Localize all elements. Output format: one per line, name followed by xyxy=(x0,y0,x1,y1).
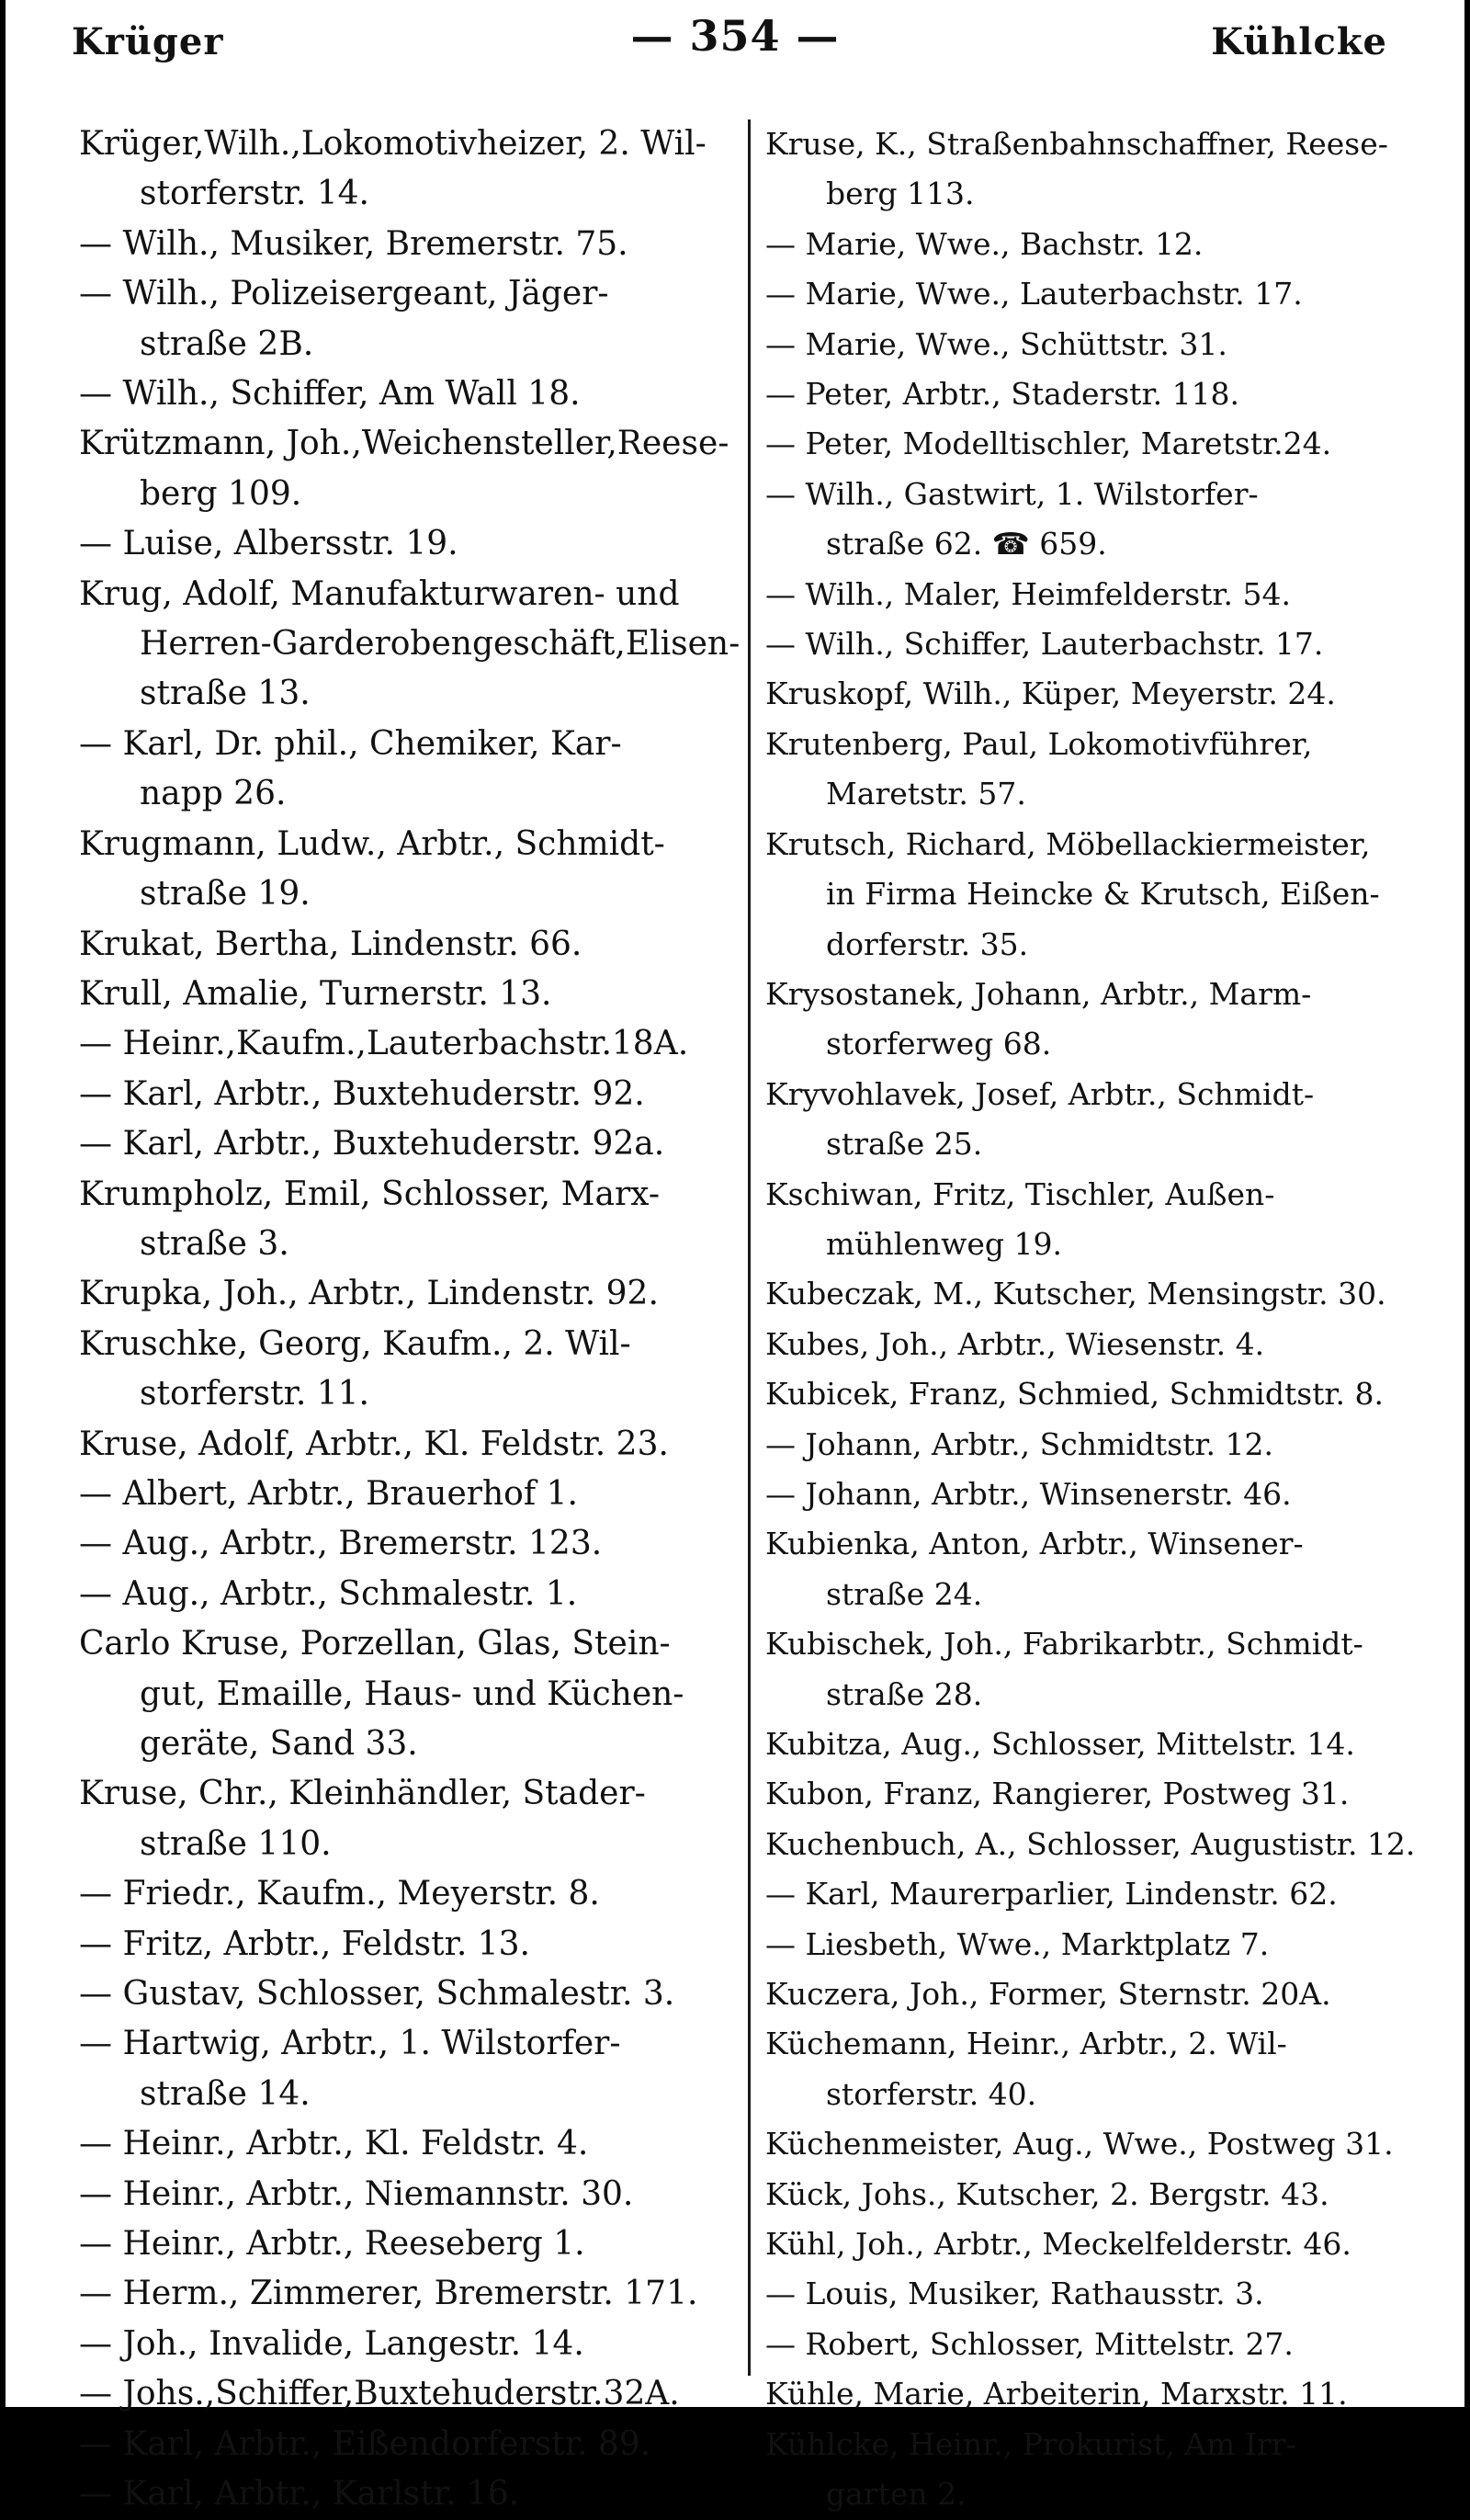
entry-line: — Karl, Arbtr., Buxtehuderstr. 92. xyxy=(79,1074,645,1113)
entry-line: Krukat, Bertha, Lindenstr. 66. xyxy=(79,925,582,963)
directory-entry xyxy=(765,820,1427,970)
entry-line: Kühlcke, Heinr., Prokurist, Am Irr- xyxy=(765,2425,1296,2462)
entry-continuation: napp 26. xyxy=(140,775,287,813)
directory-entry xyxy=(765,1170,1427,1270)
directory-entry xyxy=(79,1619,741,1769)
entry-line: Kruschke, Georg, Kaufm., 2. Wil- xyxy=(79,1324,631,1363)
entry-line: Krupka, Joh., Arbtr., Lindenstr. 92. xyxy=(79,1275,659,1313)
entry-continuation: straße 62. ☎ 659. xyxy=(826,526,1107,562)
directory-entry xyxy=(765,2269,1427,2319)
right-column xyxy=(765,119,1427,2520)
entry-continuation: storferstr. 11. xyxy=(140,1375,369,1413)
directory-entry xyxy=(79,820,741,920)
entry-continuation: storferstr. 40. xyxy=(826,2075,1037,2112)
entry-line: Kuczera, Joh., Former, Sternstr. 20A. xyxy=(765,1976,1331,2013)
directory-entry xyxy=(79,269,741,369)
directory-entry xyxy=(765,720,1427,820)
directory-entry xyxy=(79,1170,741,1270)
entry-line: — Karl, Arbtr., Buxtehuderstr. 92a. xyxy=(79,1125,665,1164)
directory-entry xyxy=(79,720,741,820)
entry-line: — Johs.,Schiffer,Buxtehuderstr.32A. xyxy=(79,2375,680,2413)
entry-line: Krug, Adolf, Manufakturwaren- und xyxy=(79,574,680,613)
entry-line: Krützmann, Joh.,Weichensteller,Reese- xyxy=(79,425,729,463)
entry-line: Kühle, Marie, Arbeiterin, Marxstr. 11. xyxy=(765,2376,1348,2412)
entry-line: Kubienka, Anton, Arbtr., Winsener- xyxy=(765,1526,1304,1562)
directory-entry xyxy=(79,2320,741,2369)
entry-line: — Robert, Schlosser, Mittelstr. 27. xyxy=(765,2325,1294,2362)
directory-entry xyxy=(79,920,741,970)
entry-line: Kühl, Joh., Arbtr., Meckelfelderstr. 46. xyxy=(765,2226,1351,2263)
entry-line: Kryvohlavek, Josef, Arbtr., Schmidt- xyxy=(765,1075,1315,1112)
directory-entry xyxy=(765,2119,1427,2169)
directory-entry xyxy=(765,1070,1427,1170)
directory-entry xyxy=(765,1720,1427,1769)
directory-entry xyxy=(765,1420,1427,1470)
entry-line: — Peter, Arbtr., Staderstr. 118. xyxy=(765,376,1240,413)
directory-entry xyxy=(765,369,1427,419)
entry-line: Krull, Amalie, Turnerstr. 13. xyxy=(79,974,552,1013)
directory-entry xyxy=(79,1420,741,1470)
directory-entry xyxy=(79,2269,741,2319)
entry-continuation: geräte, Sand 33. xyxy=(140,1725,418,1763)
entry-line: — Wilh., Schiffer, Am Wall 18. xyxy=(79,375,581,414)
entry-continuation: in Firma Heincke & Krutsch, Eißen- xyxy=(826,876,1380,913)
entry-line: — Friedr., Kaufm., Meyerstr. 8. xyxy=(79,1875,600,1913)
entry-line: Kruse, Chr., Kleinhändler, Stader- xyxy=(79,1775,646,1813)
directory-entry xyxy=(765,570,1427,619)
entry-line: — Gustav, Schlosser, Schmalestr. 3. xyxy=(79,1975,675,2014)
entry-continuation: dorferstr. 35. xyxy=(826,925,1029,962)
directory-entry xyxy=(765,1470,1427,1519)
directory-entry xyxy=(765,269,1427,319)
entry-continuation: storferweg 68. xyxy=(826,1026,1052,1062)
entry-line: — Karl, Dr. phil., Chemiker, Kar- xyxy=(79,724,622,763)
directory-entry xyxy=(79,1470,741,1519)
entry-line: — Wilh., Musiker, Bremerstr. 75. xyxy=(79,224,628,263)
entry-line: Krumpholz, Emil, Schlosser, Marx- xyxy=(79,1175,660,1213)
directory-entry xyxy=(765,1969,1427,2019)
left-column xyxy=(79,119,741,2520)
entry-line: — Heinr., Arbtr., Reeseberg 1. xyxy=(79,2225,585,2264)
directory-entry xyxy=(79,369,741,419)
entry-line: Krysostanek, Johann, Arbtr., Marm- xyxy=(765,975,1312,1012)
directory-entry xyxy=(79,1869,741,1919)
entry-line: — Fritz, Arbtr., Feldstr. 13. xyxy=(79,1924,530,1963)
directory-entry xyxy=(79,2019,741,2119)
directory-entry xyxy=(765,669,1427,719)
directory-entry xyxy=(79,2170,741,2219)
entry-line: — Karl, Maurerparlier, Lindenstr. 62. xyxy=(765,1876,1338,1913)
entry-line: Krutenberg, Paul, Lokomotivführer, xyxy=(765,725,1313,762)
entry-line: — Marie, Wwe., Schüttstr. 31. xyxy=(765,325,1227,362)
directory-entry xyxy=(79,1519,741,1569)
entry-line: — Heinr.,Kaufm.,Lauterbachstr.18A. xyxy=(79,1025,689,1063)
entry-line: Küchenmeister, Aug., Wwe., Postweg 31. xyxy=(765,2126,1394,2162)
entry-line: — Wilh., Schiffer, Lauterbachstr. 17. xyxy=(765,626,1324,663)
directory-entry xyxy=(79,2369,741,2419)
entry-line: — Karl, Arbtr., Karlstr. 16. xyxy=(79,2475,520,2514)
column-divider xyxy=(748,119,751,2376)
directory-entry xyxy=(79,419,741,519)
directory-entry xyxy=(765,2320,1427,2369)
directory-entry xyxy=(765,1619,1427,1720)
directory-entry xyxy=(79,570,741,720)
entry-line: — Liesbeth, Wwe., Marktplatz 7. xyxy=(765,1925,1270,1962)
entry-line: Kubes, Joh., Arbtr., Wiesenstr. 4. xyxy=(765,1325,1265,1362)
directory-entry xyxy=(765,2019,1427,2119)
entry-line: Kubeczak, M., Kutscher, Mensingstr. 30. xyxy=(765,1276,1386,1312)
entry-line: — Aug., Arbtr., Bremerstr. 123. xyxy=(79,1525,603,1563)
entry-continuation: straße 14. xyxy=(140,2074,311,2113)
directory-entry xyxy=(79,519,741,569)
directory-entry xyxy=(765,1769,1427,1819)
directory-entry xyxy=(765,320,1427,369)
directory-entry xyxy=(765,220,1427,269)
directory-entry xyxy=(79,2469,741,2519)
directory-page xyxy=(6,0,1464,2514)
directory-entry xyxy=(79,970,741,1019)
entry-line: — Hartwig, Arbtr., 1. Wilstorfer- xyxy=(79,2025,621,2063)
directory-entry xyxy=(79,1920,741,1969)
entry-line: — Albert, Arbtr., Brauerhof 1. xyxy=(79,1474,578,1513)
directory-entry xyxy=(765,119,1427,220)
directory-entry xyxy=(79,1320,741,1420)
entry-line: — Marie, Wwe., Lauterbachstr. 17. xyxy=(765,276,1303,312)
entry-line: Kück, Johs., Kutscher, 2. Bergstr. 43. xyxy=(765,2175,1329,2212)
entry-line: Kruskopf, Wilh., Küper, Meyerstr. 24. xyxy=(765,675,1336,712)
directory-entry xyxy=(765,2369,1427,2419)
directory-entry xyxy=(79,1769,741,1869)
entry-continuation: straße 3. xyxy=(140,1224,289,1263)
entry-line: — Wilh., Gastwirt, 1. Wilstorfer- xyxy=(765,475,1259,512)
entry-line: Krutsch, Richard, Möbellackiermeister, xyxy=(765,825,1371,862)
entry-line: — Joh., Invalide, Langestr. 14. xyxy=(79,2324,584,2363)
entry-line: Kubischek, Joh., Fabrikarbtr., Schmidt- xyxy=(765,1626,1363,1663)
directory-entry xyxy=(765,1320,1427,1369)
entry-continuation: Herren-Garderobengeschäft,Elisen- xyxy=(140,625,741,664)
entry-line: — Aug., Arbtr., Schmalestr. 1. xyxy=(79,1574,578,1613)
entry-line: Kubitza, Aug., Schlosser, Mittelstr. 14. xyxy=(765,1726,1355,1762)
entry-line: Kruse, K., Straßenbahnschaffner, Reese- xyxy=(765,126,1388,162)
directory-entry xyxy=(79,2219,741,2269)
entry-continuation: straße 2B. xyxy=(140,324,314,363)
entry-continuation: berg 113. xyxy=(826,176,975,212)
directory-entry xyxy=(765,2170,1427,2219)
directory-entry xyxy=(79,220,741,269)
directory-entry xyxy=(765,1869,1427,1919)
entry-continuation: straße 28. xyxy=(826,1675,983,1712)
entry-line: — Heinr., Arbtr., Kl. Feldstr. 4. xyxy=(79,2125,589,2163)
directory-entry xyxy=(765,470,1427,570)
entry-continuation: garten 2. xyxy=(826,2476,967,2513)
directory-entry xyxy=(765,970,1427,1070)
entry-line: Carlo Kruse, Porzellan, Glas, Stein- xyxy=(79,1625,671,1663)
directory-entry xyxy=(79,1119,741,1169)
directory-entry xyxy=(765,2219,1427,2269)
entry-continuation: Maretstr. 57. xyxy=(826,776,1026,812)
entry-line: Krugmann, Ludw., Arbtr., Schmidt- xyxy=(79,824,665,863)
directory-entry xyxy=(765,419,1427,469)
entry-line: — Wilh., Maler, Heimfelderstr. 54. xyxy=(765,575,1292,612)
entry-line: — Herm., Zimmerer, Bremerstr. 171. xyxy=(79,2275,698,2313)
running-head-left: Krüger xyxy=(72,20,224,63)
directory-entry xyxy=(79,2420,741,2469)
directory-entry xyxy=(79,1969,741,2019)
directory-entry xyxy=(79,119,741,220)
entry-line: — Wilh., Polizeisergeant, Jäger- xyxy=(79,275,609,313)
entry-continuation: straße 13. xyxy=(140,675,311,713)
entry-line: — Marie, Wwe., Bachstr. 12. xyxy=(765,225,1204,262)
directory-entry xyxy=(79,1570,741,1619)
directory-entry xyxy=(79,1019,741,1069)
directory-entry xyxy=(765,1920,1427,1969)
directory-entry xyxy=(79,2119,741,2169)
entry-line: Kubon, Franz, Rangierer, Postweg 31. xyxy=(765,1776,1350,1812)
entry-line: Küchemann, Heinr., Arbtr., 2. Wil- xyxy=(765,2026,1287,2062)
entry-continuation: mühlenweg 19. xyxy=(826,1225,1063,1262)
directory-entry xyxy=(79,1269,741,1319)
directory-entry xyxy=(765,1820,1427,1869)
directory-entry xyxy=(765,2420,1427,2520)
entry-line: Kuchenbuch, A., Schlosser, Augustistr. 12. xyxy=(765,1825,1416,1862)
entry-continuation: storferstr. 14. xyxy=(140,175,369,213)
entry-continuation: berg 109. xyxy=(140,474,302,513)
directory-entry xyxy=(765,1369,1427,1419)
directory-entry xyxy=(765,1519,1427,1619)
entry-line: Kubicek, Franz, Schmied, Schmidtstr. 8. xyxy=(765,1376,1385,1413)
page-number: — 354 — xyxy=(630,11,840,61)
entry-continuation: gut, Emaille, Haus- und Küchen- xyxy=(140,1674,684,1713)
entry-line: — Karl, Arbtr., Eißendorferstr. 89. xyxy=(79,2424,651,2463)
entry-line: — Louis, Musiker, Rathausstr. 3. xyxy=(765,2276,1264,2312)
entry-continuation: straße 19. xyxy=(140,875,311,914)
directory-entry xyxy=(79,1070,741,1119)
entry-line: — Heinr., Arbtr., Niemannstr. 30. xyxy=(79,2174,634,2213)
entry-line: — Johann, Arbtr., Winsenerstr. 46. xyxy=(765,1475,1292,1512)
entry-line: — Johann, Arbtr., Schmidtstr. 12. xyxy=(765,1425,1273,1462)
entry-line: Kschiwan, Fritz, Tischler, Außen- xyxy=(765,1175,1275,1212)
directory-entry xyxy=(765,619,1427,669)
entry-continuation: straße 110. xyxy=(140,1824,332,1863)
entry-line: — Peter, Modelltischler, Maretstr.24. xyxy=(765,426,1332,462)
entry-continuation: straße 25. xyxy=(826,1126,983,1163)
entry-line: Kruse, Adolf, Arbtr., Kl. Feldstr. 23. xyxy=(79,1425,669,1463)
entry-line: Krüger,Wilh.,Lokomotivheizer, 2. Wil- xyxy=(79,125,707,163)
directory-entry xyxy=(765,1269,1427,1319)
running-head-right: Kühlcke xyxy=(1211,20,1387,63)
entry-continuation: straße 24. xyxy=(826,1575,983,1612)
entry-line: — Luise, Albersstr. 19. xyxy=(79,525,458,563)
